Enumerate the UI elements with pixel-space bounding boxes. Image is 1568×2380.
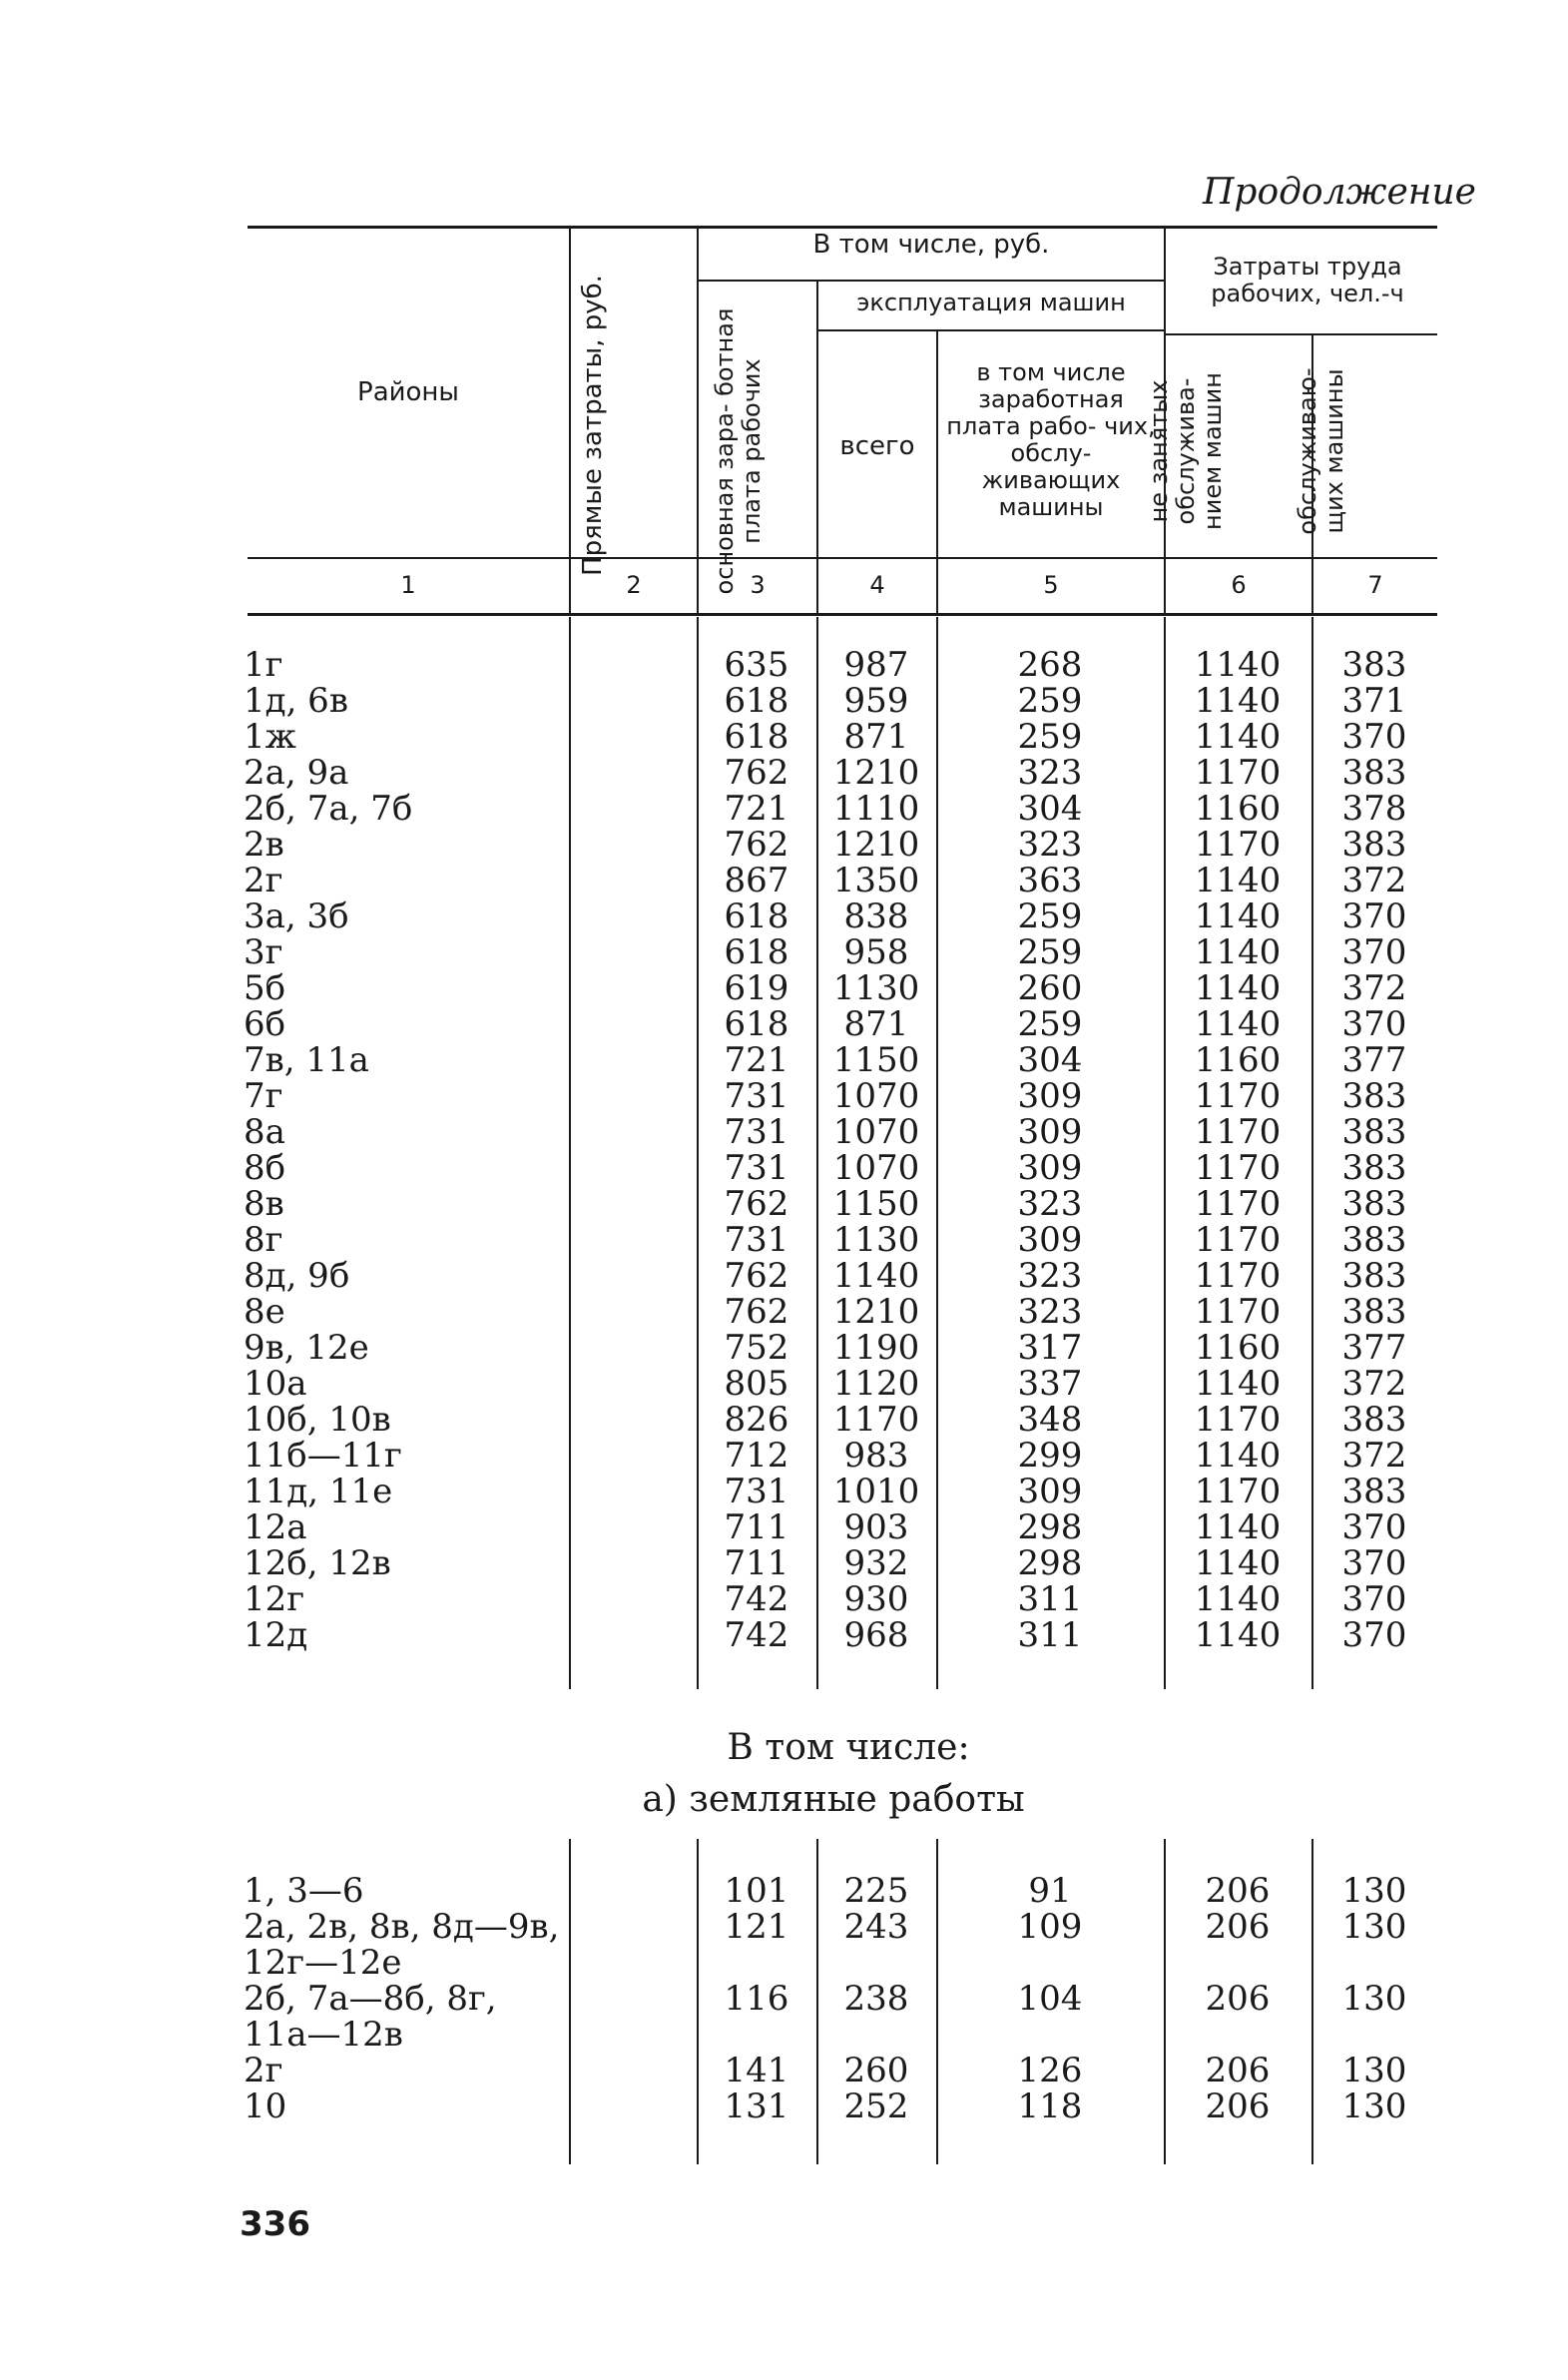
table-cell: 618 xyxy=(724,717,789,757)
table-cell: 1130 xyxy=(832,1220,920,1260)
table-cell: 2а, 2в, 8в, 8д—9в, xyxy=(244,1907,560,1947)
table-cell: 259 xyxy=(1017,1004,1083,1044)
table-cell: 383 xyxy=(1341,1472,1407,1511)
table-cell: 731 xyxy=(724,1148,789,1188)
table-cell: 731 xyxy=(724,1472,789,1511)
table-cell: 206 xyxy=(1205,1907,1271,1947)
table-cell: 309 xyxy=(1017,1112,1083,1152)
table-cell: 383 xyxy=(1341,753,1407,793)
table-cell: 762 xyxy=(724,1184,789,1224)
table-cell: 10а xyxy=(244,1364,307,1404)
table-cell: 126 xyxy=(1017,2051,1083,2090)
continuation-title: Продолжение xyxy=(1203,172,1476,213)
table-cell: 930 xyxy=(843,1579,909,1619)
body-vrule-1 xyxy=(569,617,571,1689)
table-cell: 370 xyxy=(1341,1004,1407,1044)
table-cell: 6б xyxy=(244,1004,286,1044)
table-cell: 260 xyxy=(1017,968,1083,1008)
table-cell: 323 xyxy=(1017,1256,1083,1296)
header-direct-costs: Прямые затраты, руб. xyxy=(578,275,608,576)
table-cell: 619 xyxy=(724,968,789,1008)
table-cell: 12г—12е xyxy=(244,1943,402,1983)
table-cell: 1170 xyxy=(1194,1148,1282,1188)
table-cell: 11б—11г xyxy=(244,1436,402,1476)
column-number-5: 5 xyxy=(1043,571,1059,599)
table-cell: 370 xyxy=(1341,1507,1407,1547)
table-cell: 370 xyxy=(1341,1615,1407,1655)
column-number-7: 7 xyxy=(1367,571,1383,599)
table-cell: 260 xyxy=(843,2051,909,2090)
table-cell: 372 xyxy=(1341,968,1407,1008)
table-cell: 8е xyxy=(244,1292,285,1332)
table-cell: 1160 xyxy=(1194,1328,1282,1368)
table-cell: 731 xyxy=(724,1220,789,1260)
table-cell: 1170 xyxy=(1194,1220,1282,1260)
table-cell: 370 xyxy=(1341,1543,1407,1583)
table-cell: 309 xyxy=(1017,1472,1083,1511)
table-cell: 8б xyxy=(244,1148,286,1188)
header-vrule-2 xyxy=(697,226,699,615)
table-cell: 121 xyxy=(724,1907,789,1947)
table-cell: 8в xyxy=(244,1184,284,1224)
table-cell: 3г xyxy=(244,932,283,972)
table-cell: 618 xyxy=(724,932,789,972)
table-cell: 1070 xyxy=(832,1076,920,1116)
table-cell: 1150 xyxy=(832,1040,920,1080)
table-cell: 1140 xyxy=(1194,932,1282,972)
table-cell: 370 xyxy=(1341,896,1407,936)
table-cell: 871 xyxy=(843,1004,909,1044)
table-cell: 742 xyxy=(724,1579,789,1619)
table-cell: 10б, 10в xyxy=(244,1400,391,1440)
table-cell: 109 xyxy=(1017,1907,1083,1947)
table-cell: 104 xyxy=(1017,1979,1083,2019)
table-cell: 826 xyxy=(724,1400,789,1440)
table-cell: 762 xyxy=(724,825,789,865)
table-cell: 762 xyxy=(724,753,789,793)
table-cell: 370 xyxy=(1341,932,1407,972)
table-top-rule xyxy=(248,226,1437,229)
header-machines: эксплуатация машин xyxy=(856,289,1126,316)
table-cell: 309 xyxy=(1017,1220,1083,1260)
table-cell: 383 xyxy=(1341,1076,1407,1116)
table-cell: 1140 xyxy=(1194,1507,1282,1547)
table-cell: 1г xyxy=(244,645,283,685)
table-cell: 618 xyxy=(724,1004,789,1044)
table-cell: 1д, 6в xyxy=(244,681,348,721)
table-cell: 1140 xyxy=(1194,1364,1282,1404)
table-cell: 304 xyxy=(1017,1040,1083,1080)
sub-vrule-1 xyxy=(569,1839,571,2164)
table-cell: 337 xyxy=(1017,1364,1083,1404)
table-cell: 983 xyxy=(843,1436,909,1476)
table-cell: 2г xyxy=(244,2051,283,2090)
table-cell: 130 xyxy=(1341,1907,1407,1947)
table-cell: 10 xyxy=(244,2086,287,2126)
table-cell: 252 xyxy=(843,2086,909,2126)
column-number-rule xyxy=(248,613,1437,616)
table-cell: 378 xyxy=(1341,789,1407,829)
table-cell: 1170 xyxy=(1194,1184,1282,1224)
table-cell: 968 xyxy=(843,1615,909,1655)
table-cell: 243 xyxy=(843,1907,909,1947)
table-cell: 1070 xyxy=(832,1148,920,1188)
table-cell: 116 xyxy=(724,1979,789,2019)
table-cell: 731 xyxy=(724,1076,789,1116)
table-cell: 1190 xyxy=(832,1328,920,1368)
header-machine-wages: в том числе заработная плата рабо- чих, обслу- живающих машины xyxy=(946,358,1156,521)
table-cell: 1170 xyxy=(832,1400,920,1440)
table-cell: 377 xyxy=(1341,1040,1407,1080)
table-cell: 1140 xyxy=(1194,1436,1282,1476)
table-cell: 712 xyxy=(724,1436,789,1476)
table-cell: 1140 xyxy=(1194,1004,1282,1044)
table-cell: 11д, 11е xyxy=(244,1472,393,1511)
table-cell: 370 xyxy=(1341,1579,1407,1619)
table-cell: 372 xyxy=(1341,1436,1407,1476)
table-cell: 363 xyxy=(1017,861,1083,900)
table-cell: 299 xyxy=(1017,1436,1083,1476)
table-cell: 1, 3—6 xyxy=(244,1871,364,1911)
table-cell: 1140 xyxy=(832,1256,920,1296)
table-cell: 141 xyxy=(724,2051,789,2090)
header-machine-labor: обслуживаю- щих машины xyxy=(1294,367,1348,535)
table-cell: 1010 xyxy=(832,1472,920,1511)
table-cell: 323 xyxy=(1017,1292,1083,1332)
table-cell: 323 xyxy=(1017,753,1083,793)
column-number-6: 6 xyxy=(1231,571,1247,599)
page-number: 336 xyxy=(240,2204,310,2244)
table-cell: 1170 xyxy=(1194,1256,1282,1296)
table-cell: 259 xyxy=(1017,717,1083,757)
table-cell: 9в, 12е xyxy=(244,1328,369,1368)
table-cell: 1130 xyxy=(832,968,920,1008)
table-cell: 1110 xyxy=(832,789,920,829)
table-cell: 959 xyxy=(843,681,909,721)
table-cell: 1140 xyxy=(1194,681,1282,721)
table-cell: 268 xyxy=(1017,645,1083,685)
column-number-1: 1 xyxy=(400,571,416,599)
table-cell: 1170 xyxy=(1194,1400,1282,1440)
table-cell: 987 xyxy=(843,645,909,685)
header-total: всего xyxy=(839,431,915,461)
table-cell: 711 xyxy=(724,1507,789,1547)
table-cell: 1160 xyxy=(1194,789,1282,829)
table-cell: 762 xyxy=(724,1256,789,1296)
column-number-2: 2 xyxy=(626,571,642,599)
table-cell: 721 xyxy=(724,1040,789,1080)
table-cell: 91 xyxy=(1028,1871,1072,1911)
table-cell: 8а xyxy=(244,1112,285,1152)
table-cell: 742 xyxy=(724,1615,789,1655)
table-cell: 1160 xyxy=(1194,1040,1282,1080)
table-cell: 1210 xyxy=(832,1292,920,1332)
table-cell: 2б, 7а—8б, 8г, xyxy=(244,1979,497,2019)
table-cell: 1170 xyxy=(1194,1112,1282,1152)
column-number-4: 4 xyxy=(869,571,885,599)
header-bottom-rule xyxy=(248,557,1437,559)
table-cell: 2а, 9а xyxy=(244,753,349,793)
table-cell: 2в xyxy=(244,825,284,865)
table-cell: 383 xyxy=(1341,1256,1407,1296)
table-cell: 238 xyxy=(843,1979,909,2019)
table-cell: 101 xyxy=(724,1871,789,1911)
table-cell: 1140 xyxy=(1194,1615,1282,1655)
table-cell: 383 xyxy=(1341,1292,1407,1332)
header-rule-labor xyxy=(1164,333,1437,335)
table-cell: 8д, 9б xyxy=(244,1256,350,1296)
table-cell: 11а—12в xyxy=(244,2015,403,2055)
table-cell: 225 xyxy=(843,1871,909,1911)
table-cell: 259 xyxy=(1017,681,1083,721)
column-number-3: 3 xyxy=(750,571,766,599)
table-cell: 1210 xyxy=(832,753,920,793)
table-cell: 932 xyxy=(843,1543,909,1583)
table-cell: 838 xyxy=(843,896,909,936)
table-cell: 370 xyxy=(1341,717,1407,757)
table-cell: 383 xyxy=(1341,1220,1407,1260)
table-cell: 311 xyxy=(1017,1579,1083,1619)
table-cell: 259 xyxy=(1017,932,1083,972)
table-cell: 7г xyxy=(244,1076,283,1116)
header-base-wages: основная зара- ботная плата рабочих xyxy=(711,307,766,595)
table-cell: 372 xyxy=(1341,861,1407,900)
table-cell: 1170 xyxy=(1194,1076,1282,1116)
table-cell: 130 xyxy=(1341,1871,1407,1911)
table-cell: 721 xyxy=(724,789,789,829)
table-cell: 731 xyxy=(724,1112,789,1152)
table-cell: 298 xyxy=(1017,1543,1083,1583)
table-cell: 1170 xyxy=(1194,825,1282,865)
table-cell: 5б xyxy=(244,968,286,1008)
table-cell: 304 xyxy=(1017,789,1083,829)
table-cell: 348 xyxy=(1017,1400,1083,1440)
table-cell: 1140 xyxy=(1194,861,1282,900)
table-cell: 383 xyxy=(1341,645,1407,685)
table-cell: 1140 xyxy=(1194,1579,1282,1619)
table-cell: 805 xyxy=(724,1364,789,1404)
table-cell: 383 xyxy=(1341,1148,1407,1188)
table-cell: 2б, 7а, 7б xyxy=(244,789,413,829)
table-cell: 323 xyxy=(1017,1184,1083,1224)
subtitle-including: В том числе: xyxy=(727,1727,970,1768)
table-cell: 762 xyxy=(724,1292,789,1332)
table-cell: 1140 xyxy=(1194,896,1282,936)
table-cell: 130 xyxy=(1341,2051,1407,2090)
header-including: В том числе, руб. xyxy=(812,230,1050,260)
table-cell: 206 xyxy=(1205,2086,1271,2126)
table-cell: 1140 xyxy=(1194,645,1282,685)
table-cell: 259 xyxy=(1017,896,1083,936)
table-cell: 309 xyxy=(1017,1076,1083,1116)
table-cell: 131 xyxy=(724,2086,789,2126)
table-cell: 1140 xyxy=(1194,1543,1282,1583)
table-cell: 383 xyxy=(1341,825,1407,865)
table-cell: 1140 xyxy=(1194,717,1282,757)
table-cell: 1350 xyxy=(832,861,920,900)
table-cell: 618 xyxy=(724,896,789,936)
header-vrule-1 xyxy=(569,226,571,615)
table-cell: 871 xyxy=(843,717,909,757)
table-cell: 1150 xyxy=(832,1184,920,1224)
table-cell: 1140 xyxy=(1194,968,1282,1008)
table-cell: 12д xyxy=(244,1615,308,1655)
table-cell: 12б, 12в xyxy=(244,1543,391,1583)
table-cell: 371 xyxy=(1341,681,1407,721)
table-cell: 752 xyxy=(724,1328,789,1368)
table-cell: 317 xyxy=(1017,1328,1083,1368)
table-cell: 635 xyxy=(724,645,789,685)
table-cell: 958 xyxy=(843,932,909,972)
table-cell: 372 xyxy=(1341,1364,1407,1404)
table-cell: 12г xyxy=(244,1579,305,1619)
table-cell: 309 xyxy=(1017,1148,1083,1188)
subtitle-earthworks: а) земляные работы xyxy=(642,1779,1025,1820)
table-cell: 206 xyxy=(1205,1979,1271,2019)
table-cell: 298 xyxy=(1017,1507,1083,1547)
header-rule-including xyxy=(697,280,1164,282)
table-cell: 903 xyxy=(843,1507,909,1547)
table-cell: 12а xyxy=(244,1507,307,1547)
table-cell: 118 xyxy=(1017,2086,1083,2126)
table-cell: 1170 xyxy=(1194,753,1282,793)
table-cell: 2г xyxy=(244,861,283,900)
table-cell: 1120 xyxy=(832,1364,920,1404)
table-cell: 383 xyxy=(1341,1112,1407,1152)
header-labor: Затраты труда рабочих, чел.-ч xyxy=(1211,253,1404,307)
table-cell: 867 xyxy=(724,861,789,900)
table-cell: 130 xyxy=(1341,2086,1407,2126)
table-cell: 383 xyxy=(1341,1400,1407,1440)
table-cell: 7в, 11а xyxy=(244,1040,369,1080)
table-cell: 383 xyxy=(1341,1184,1407,1224)
table-cell: 130 xyxy=(1341,1979,1407,2019)
table-cell: 206 xyxy=(1205,2051,1271,2090)
table-cell: 311 xyxy=(1017,1615,1083,1655)
table-cell: 1170 xyxy=(1194,1472,1282,1511)
table-cell: 3а, 3б xyxy=(244,896,349,936)
table-cell: 206 xyxy=(1205,1871,1271,1911)
table-cell: 8г xyxy=(244,1220,283,1260)
header-regions: Районы xyxy=(357,377,459,407)
header-not-machine-labor: не занятых обслужива- нием машин xyxy=(1145,372,1227,530)
table-cell: 711 xyxy=(724,1543,789,1583)
table-cell: 1070 xyxy=(832,1112,920,1152)
table-cell: 1ж xyxy=(244,717,296,757)
table-cell: 618 xyxy=(724,681,789,721)
table-cell: 1170 xyxy=(1194,1292,1282,1332)
table-cell: 323 xyxy=(1017,825,1083,865)
table-cell: 1210 xyxy=(832,825,920,865)
table-cell: 377 xyxy=(1341,1328,1407,1368)
header-rule-machines xyxy=(816,329,1164,331)
